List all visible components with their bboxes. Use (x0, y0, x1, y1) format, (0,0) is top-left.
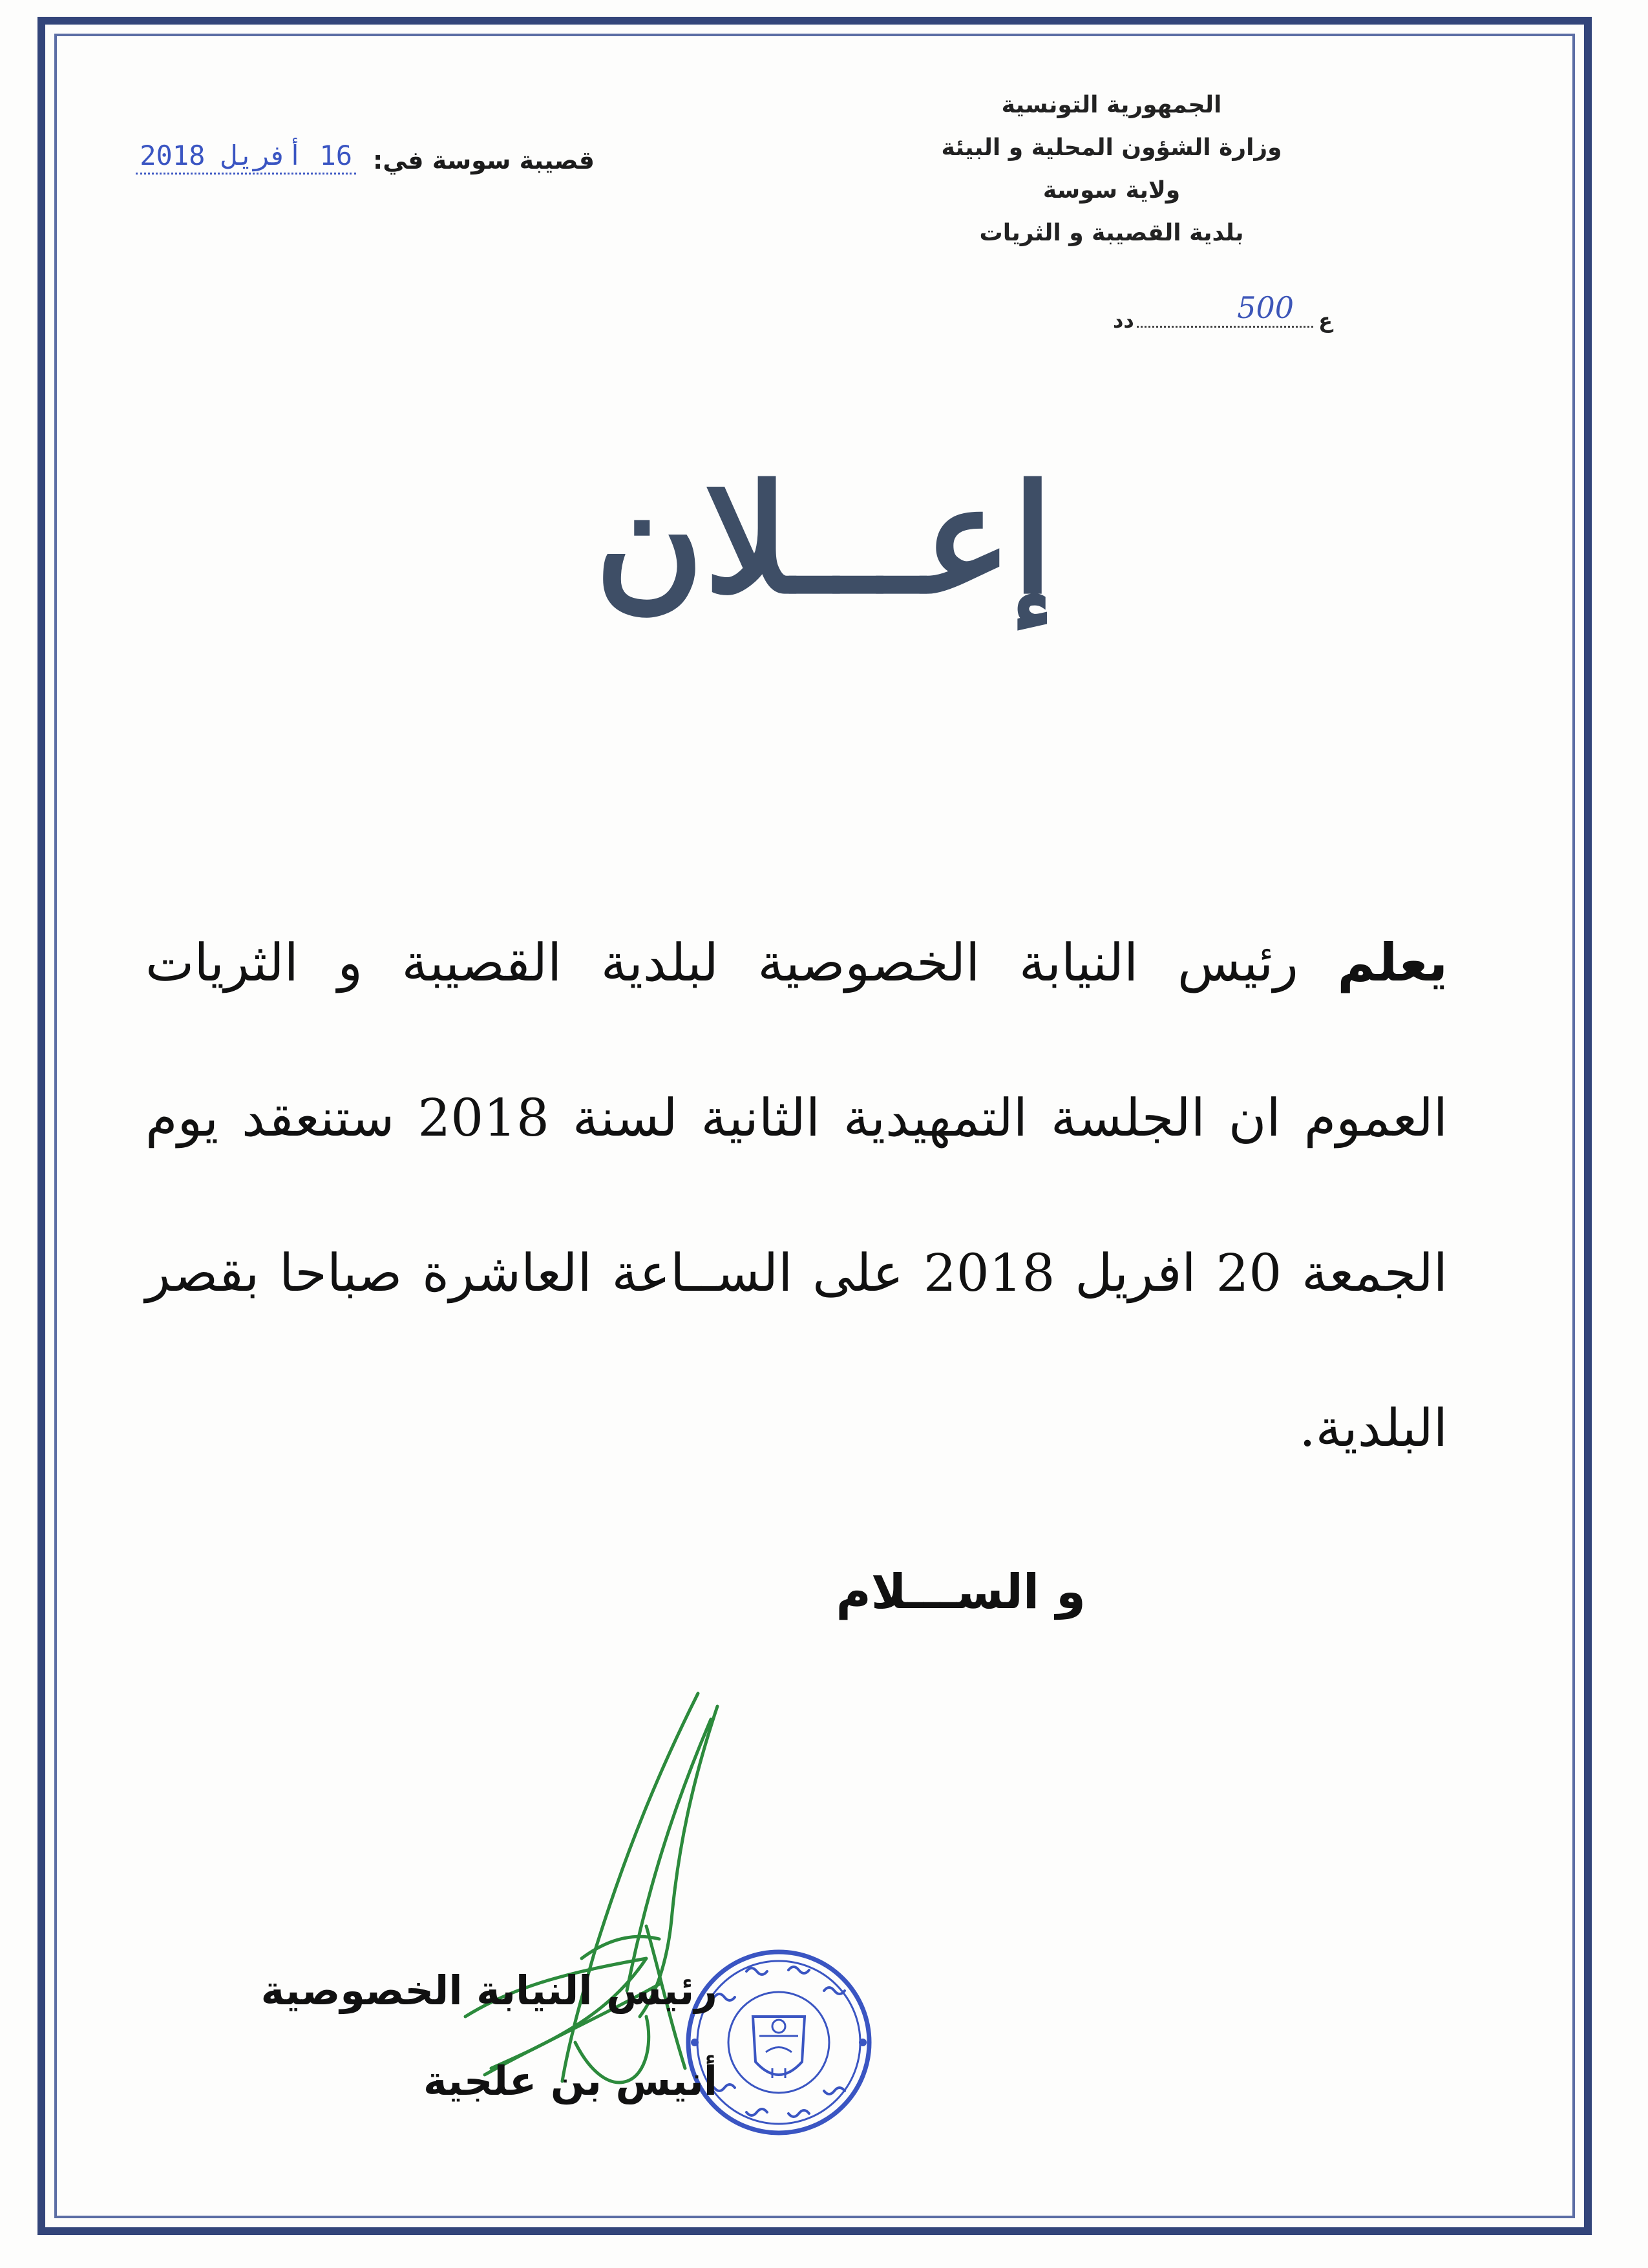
date-stamp: 16 أفريل 2018 (136, 140, 356, 175)
letterhead-line: ولاية سوسة (1042, 177, 1181, 204)
signer-block (149, 1945, 717, 2126)
announcement-text: رئيس النيابة الخصوصية لبلدية القصيبة و الثريات العموم ان الجلسة التمهيدية الثانية لسنة 2018 ستنعقد يوم الجمعة 20 افريل 2018 على الســاعة العاشرة صباحا بقصر البلدية. (145, 933, 1448, 1458)
announcement-lead-word: يعلم (1337, 933, 1448, 993)
signer-title: رئيس النيابة الخصوصية (260, 1967, 717, 2014)
letterhead (847, 84, 1377, 255)
letterhead-line: الجمهورية التونسية (1001, 92, 1222, 118)
reference-suffix: دد (1113, 308, 1134, 333)
letterhead-line: بلدية القصيبة و الثريات (979, 220, 1244, 246)
reference-number (1113, 290, 1333, 333)
announcement-body (145, 885, 1448, 1506)
reference-handwritten-number: 500 (1237, 290, 1294, 325)
letterhead-line: وزارة الشؤون المحلية و البيئة (941, 134, 1282, 161)
signer-name: أنيس بن علجية (423, 2057, 717, 2104)
place-date (129, 129, 595, 175)
reference-prefix: ع (1318, 308, 1333, 333)
closing-greeting: و الســـلام (836, 1564, 1086, 1620)
place-label: قصيبة سوسة في: (373, 146, 595, 175)
page-title: إعـــلان (595, 452, 1053, 627)
